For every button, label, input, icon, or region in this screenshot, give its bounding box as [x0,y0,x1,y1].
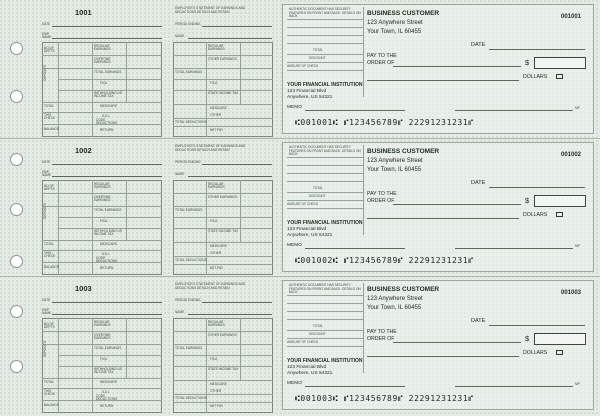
deposits-label: DEPOSITS [43,64,47,81]
emp-name-line [52,314,162,315]
overtime-earnings-label: OVERTIME EARNINGS [94,333,111,341]
this-check-label: THIS CHECK [44,113,56,121]
fica-label: FICA [210,219,218,223]
pay-stub [30,2,280,138]
period-ending-line [202,26,272,27]
voucher-total-label: TOTAL [313,48,323,52]
fica-label: FICA [100,81,108,85]
grid-row-line [173,355,273,356]
grid-row-line [42,112,162,113]
dollars-label: DOLLARS [523,350,548,356]
voucher-line [287,200,363,201]
voucher-discount-label: DISCOUNT [309,332,326,336]
total-label: TOTAL [44,242,54,246]
stub-number: 1002 [75,146,92,155]
check-panel [0,278,600,414]
total-deductions-label: TOTAL DEDUCTIONS [175,258,207,262]
return-label: RETURN [100,128,114,132]
date-line [52,26,162,27]
total-deductions-label: TOTAL DEDUCTIONS [175,120,207,124]
grid-row-line [173,193,273,194]
sdi-label: S.D.I. [102,390,110,394]
date-line [52,164,162,165]
overtime-earnings-label: OVERTIME EARNINGS [94,195,111,203]
state-tax-label: STATE INCOME TAX [208,367,239,371]
customer-name: BUSINESS CUSTOMER [367,148,440,155]
emp-name-label: EMP NAME [42,308,52,316]
micr-line: ⑆001003⑆ ⑈123456789⑈ 22291231231⑈ [295,394,474,403]
grid-row-line [173,68,273,69]
memo-label: MEMO [287,243,302,248]
balance-label: BALANCE [44,265,59,269]
customer-city: Your Town, IL 60455 [367,167,422,173]
written-amount-line[interactable] [367,80,519,81]
order-of-label: ORDER OF [367,336,395,342]
grid-row-line [58,355,162,356]
grid-row-line [42,55,162,56]
payee-line[interactable] [393,66,521,67]
voucher-line [287,338,363,339]
total-earnings-label: TOTAL EARNINGS [94,208,122,212]
voucher-line [287,208,363,209]
medicare-label: MEDICARE [210,382,227,386]
grid-row-line [42,250,162,251]
this-check-label: THIS CHECK [44,251,56,259]
total-label: TOTAL [44,380,54,384]
bank-street: 123 Financial Blvd [287,365,327,370]
grid-row-line [173,331,273,332]
voucher-total-label: TOTAL [313,186,323,190]
grid-row-line [173,206,273,207]
other-label: OTHER [210,113,222,117]
bank-street: 123 Financial Blvd [287,227,327,232]
medicare-label: MEDICARE [100,380,117,384]
pay-stub [30,140,280,276]
emp-name-line [52,176,162,177]
deposits-label: DEPOSITS [43,340,47,357]
voucher-line [287,346,363,347]
code-deductions-label: CODE DEDUCTIONS [96,256,118,264]
voucher-line [287,173,363,174]
grid-row-line [173,79,273,80]
voucher-discount-label: DISCOUNT [309,56,326,60]
grid-col-line [126,180,127,240]
emp-name-line [52,38,162,39]
emp-name-label: EMP NAME [42,32,52,40]
grid-row-line [42,344,162,345]
medicare-label: MEDICARE [100,104,117,108]
check-date-label: DATE [471,42,486,48]
amount-of-check-label: AMOUNT OF CHECK [287,340,319,344]
grid-col-line [126,318,127,378]
grid-row-line [42,68,162,69]
pay-to-label: PAY TO THE [367,53,397,59]
deposits-label: DEPOSITS [43,202,47,219]
medicare-label: MEDICARE [210,106,227,110]
other-earnings-label: OTHER EARNINGS [208,195,237,199]
grid-row-line [173,217,273,218]
net-pay-label: NET PAY [210,128,224,132]
mp-label: MP [575,244,580,248]
period-ending-line [202,164,272,165]
check-body [282,4,594,134]
stub-header: EMPLOYEE'S STATEMENT OF EARNINGS AND DEDUCTIONS DETACH AND RETAIN [175,6,246,14]
period-ending-line [202,302,272,303]
customer-name: BUSINESS CUSTOMER [367,10,440,17]
grid-row-line [173,104,273,105]
name-label: NAME [175,310,185,314]
customer-city: Your Town, IL 60455 [367,29,422,35]
signature-line[interactable] [455,248,573,249]
voucher-divider [363,7,364,97]
grid-row-line [173,344,273,345]
voucher-line [287,330,363,331]
payee-line[interactable] [393,204,521,205]
mp-label: MP [575,382,580,386]
voucher-line [287,319,363,320]
stub-date-label: DATE [42,22,51,26]
check-panel [0,140,600,276]
total-earnings-label: TOTAL EARNINGS [94,70,122,74]
check-date-line[interactable] [489,325,585,326]
regular-earnings-label: REGULAR EARNINGS [94,182,111,190]
check-date-line[interactable] [489,49,585,50]
stub-header: EMPLOYEE'S STATEMENT OF EARNINGS AND DEDUCTIONS DETACH AND RETAIN [175,144,246,152]
customer-street: 123 Anywhere Street [367,20,423,26]
payee-line[interactable] [393,342,521,343]
other-earnings-label: OTHER EARNINGS [208,57,237,61]
date-line [52,302,162,303]
emp-name-label: EMP NAME [42,170,52,178]
stub-number: 1003 [75,284,92,293]
stub-date-label: DATE [42,298,51,302]
fica-label: FICA [100,219,108,223]
voucher-line [287,181,363,182]
name-label: NAME [175,172,185,176]
voucher-line [287,157,363,158]
mp-label: MP [575,106,580,110]
order-of-label: ORDER OF [367,198,395,204]
balance-label: BALANCE [44,127,59,131]
state-tax-label: STATE INCOME TAX [208,91,239,95]
period-ending-label: PERIOD ENDING [175,160,201,164]
regular-earnings-label: REGULAR EARNINGS [94,44,111,52]
grid-row-line [173,256,273,257]
dollars-label: DOLLARS [523,212,548,218]
padlock-icon [556,212,563,217]
voucher-line [287,19,363,20]
pay-to-label: PAY TO THE [367,329,397,335]
other-earnings-label: OTHER EARNINGS [208,333,237,337]
memo-line[interactable] [305,386,405,387]
grid-row-line [173,380,273,381]
no-of-depts-label: NO OF DEPTS [44,184,55,192]
grid-row-line [173,264,273,265]
total-label: TOTAL [44,104,54,108]
amount-box[interactable] [534,195,586,207]
sdi-label: S.D.I. [102,252,110,256]
voucher-total-label: TOTAL [313,324,323,328]
name-line [188,176,272,177]
written-amount-line[interactable] [367,218,519,219]
signature-line[interactable] [455,386,573,387]
other-label: OTHER [210,251,222,255]
sdi-label: S.D.I. [102,114,110,118]
voucher-line [287,27,363,28]
check-number: 001002 [561,152,582,158]
this-check-label: THIS CHECK [44,389,56,397]
total-earnings-label: TOTAL EARNINGS [175,346,203,350]
grid-row-line [42,102,162,103]
stub-number: 1001 [75,8,92,17]
check-number: 001001 [561,14,582,20]
customer-street: 123 Anywhere Street [367,158,423,164]
voucher-divider [363,145,364,235]
return-label: RETURN [100,404,114,408]
dollar-sign: $ [525,334,530,343]
regular-earnings-label: REGULAR EARNINGS [208,182,225,190]
fica-label: FICA [210,81,218,85]
dollars-label: DOLLARS [523,74,548,80]
voucher-line [287,165,363,166]
withholding-label: WITHHOLDING US INCOME TAX [94,367,122,375]
net-pay-label: NET PAY [210,266,224,270]
bank-street: 123 Financial Blvd [287,89,327,94]
panel-divider [0,138,600,139]
voucher-discount-label: DISCOUNT [309,194,326,198]
grid-row-line [173,118,273,119]
regular-earnings-label: REGULAR EARNINGS [208,320,225,328]
panel-divider [0,276,600,277]
bank-city: Anywhere, US 54321 [287,95,333,100]
bank-name: YOUR FINANCIAL INSTITUTION [287,82,363,88]
memo-label: MEMO [287,381,302,386]
grid-row-line [58,217,162,218]
grid-row-line [173,242,273,243]
grid-row-line [173,394,273,395]
check-panel [0,2,600,138]
amount-of-check-label: AMOUNT OF CHECK [287,202,319,206]
total-earnings-label: TOTAL EARNINGS [94,346,122,350]
grid-col-line [240,318,241,380]
micr-line: ⑆001002⑆ ⑈123456789⑈ 22291231231⑈ [295,256,474,265]
voucher-line [287,35,363,36]
no-of-depts-label: NO OF DEPTS [44,46,55,54]
dollar-sign: $ [525,58,530,67]
padlock-icon [556,350,563,355]
grid-row-line [173,55,273,56]
medicare-label: MEDICARE [210,244,227,248]
name-line [188,38,272,39]
signature-line[interactable] [455,110,573,111]
grid-row-line [42,378,162,379]
check-date-label: DATE [471,180,486,186]
grid-row-line [42,331,162,332]
code-deductions-label: CODE DEDUCTIONS [96,118,118,126]
voucher-line [287,62,363,63]
withholding-label: WITHHOLDING US INCOME TAX [94,229,122,237]
pay-to-label: PAY TO THE [367,191,397,197]
withholding-label: WITHHOLDING US INCOME TAX [94,91,122,99]
grid-col-line [126,42,127,102]
padlock-icon [556,74,563,79]
voucher-line [287,303,363,304]
other-label: OTHER [210,389,222,393]
memo-label: MEMO [287,105,302,110]
pay-stub [30,278,280,414]
overtime-earnings-label: OVERTIME EARNINGS [94,57,111,65]
customer-name: BUSINESS CUSTOMER [367,286,440,293]
grid-col-line [240,42,241,104]
micr-line: ⑆001001⑆ ⑈123456789⑈ 22291231231⑈ [295,118,474,127]
grid-row-line [42,193,162,194]
no-of-depts-label: NO OF DEPTS [44,322,55,330]
voucher-line [287,311,363,312]
bank-city: Anywhere, US 54321 [287,371,333,376]
period-ending-label: PERIOD ENDING [175,298,201,302]
name-label: NAME [175,34,185,38]
code-deductions-label: CODE DEDUCTIONS [96,394,118,402]
check-date-line[interactable] [489,187,585,188]
voucher-line [287,295,363,296]
voucher-line [287,54,363,55]
grid-row-line [42,388,162,389]
security-notice: AUTHENTIC DOCUMENT HAS SECURITY FEATURES ON FRONT AND BACK. DETAILS ON BACK [289,145,361,157]
bank-city: Anywhere, US 54321 [287,233,333,238]
voucher-line [287,192,363,193]
written-amount-line[interactable] [367,356,519,357]
total-earnings-label: TOTAL EARNINGS [175,70,203,74]
voucher-line [287,43,363,44]
total-earnings-label: TOTAL EARNINGS [175,208,203,212]
check-body [282,280,594,410]
amount-box[interactable] [534,57,586,69]
return-label: RETURN [100,266,114,270]
fica-label: FICA [100,357,108,361]
dollar-sign: $ [525,196,530,205]
name-line [188,314,272,315]
order-of-label: ORDER OF [367,60,395,66]
amount-box[interactable] [534,333,586,345]
total-deductions-label: TOTAL DEDUCTIONS [175,396,207,400]
stub-date-label: DATE [42,160,51,164]
bank-name: YOUR FINANCIAL INSTITUTION [287,220,363,226]
security-notice: AUTHENTIC DOCUMENT HAS SECURITY FEATURES ON FRONT AND BACK. DETAILS ON BACK [289,7,361,19]
bank-name: YOUR FINANCIAL INSTITUTION [287,358,363,364]
medicare-label: MEDICARE [100,242,117,246]
voucher-line [287,70,363,71]
grid-row-line [42,240,162,241]
regular-earnings-label: REGULAR EARNINGS [94,320,111,328]
grid-row-line [173,402,273,403]
regular-earnings-label: REGULAR EARNINGS [208,44,225,52]
grid-col-line [240,180,241,242]
grid-row-line [58,79,162,80]
check-number: 001003 [561,290,582,296]
grid-row-line [42,206,162,207]
security-notice: AUTHENTIC DOCUMENT HAS SECURITY FEATURES ON FRONT AND BACK. DETAILS ON BACK [289,283,361,295]
check-body [282,142,594,272]
net-pay-label: NET PAY [210,404,224,408]
grid-row-line [173,126,273,127]
fica-label: FICA [210,357,218,361]
stub-header: EMPLOYEE'S STATEMENT OF EARNINGS AND DEDUCTIONS DETACH AND RETAIN [175,282,246,290]
voucher-divider [363,283,364,373]
customer-city: Your Town, IL 60455 [367,305,422,311]
check-date-label: DATE [471,318,486,324]
period-ending-label: PERIOD ENDING [175,22,201,26]
amount-of-check-label: AMOUNT OF CHECK [287,64,319,68]
balance-label: BALANCE [44,403,59,407]
state-tax-label: STATE INCOME TAX [208,229,239,233]
memo-line[interactable] [305,110,405,111]
memo-line[interactable] [305,248,405,249]
customer-street: 123 Anywhere Street [367,296,423,302]
